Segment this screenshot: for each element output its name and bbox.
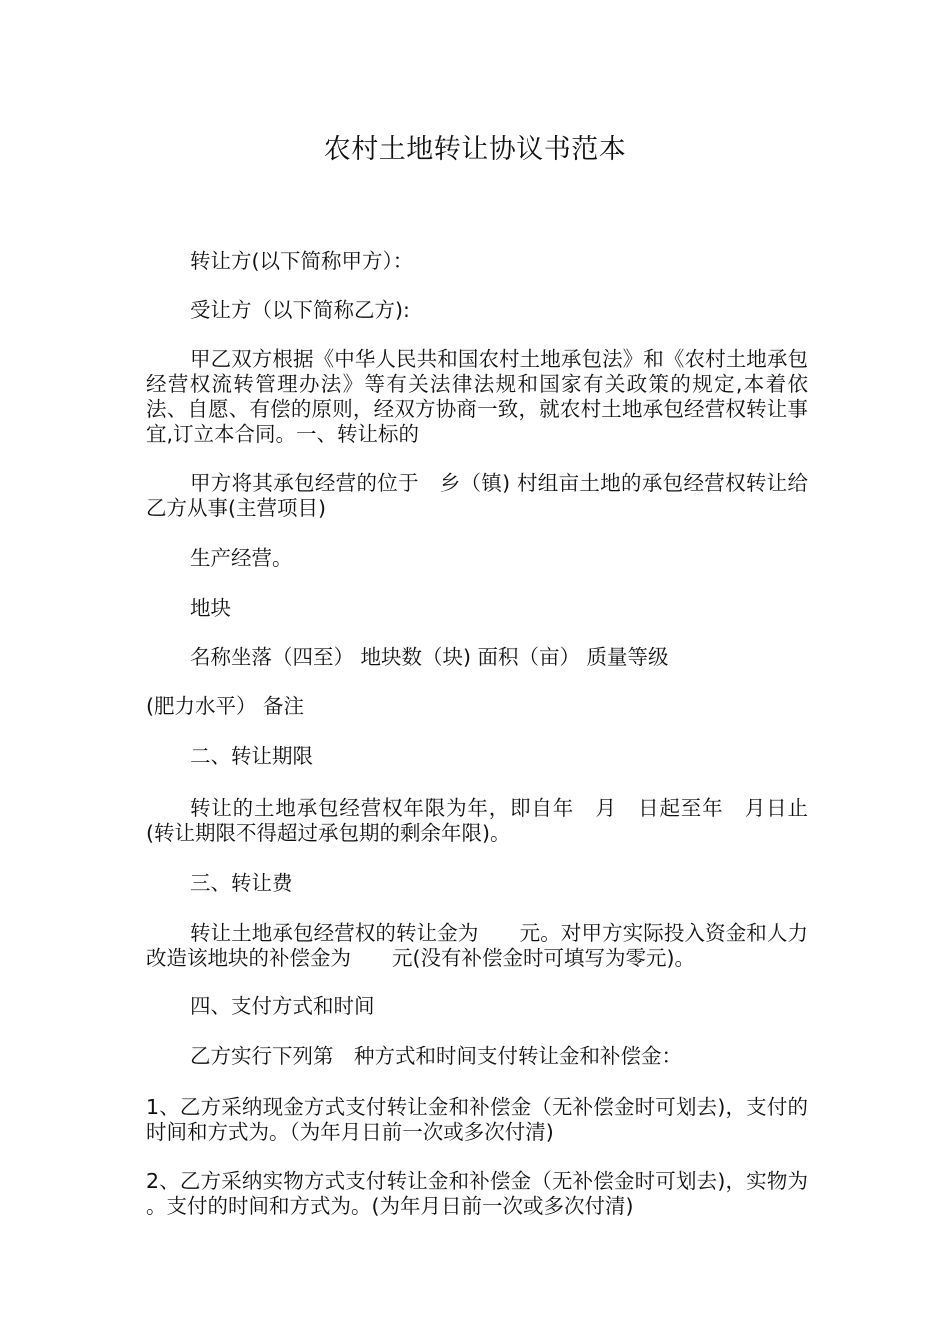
paragraph-payment-intro: 乙方实行下列第 种方式和时间支付转让金和补偿金： — [190, 1044, 682, 1068]
paragraph-term: 转让的土地承包经营权年限为年，即自年 月 日起至年 月日止 (转让期限不得超过承包期的剩余年限)。 — [146, 796, 808, 845]
paragraph-land-location: 甲方将其承包经营的位于 乡（镇) 村组亩土地的承包经营权转让给乙方从事(主营项目) — [146, 471, 808, 520]
document-title: 农村土地转让协议书范本 — [323, 134, 627, 165]
paragraph-plot-columns: 名称坐落（四至） 地块数（块) 面积（亩） 质量等级 — [190, 645, 669, 669]
paragraph-transferor: 转让方(以下简称甲方）： — [190, 249, 414, 273]
paragraph-payment-cash: 1、乙方采纳现金方式支付转让金和补偿金（无补偿金时可划去)，支付的时间和方式为。（为年月日前一次或多次付清) — [146, 1095, 808, 1144]
paragraph-production: 生产经营。 — [190, 546, 293, 570]
section-heading-fee: 三、转让费 — [190, 871, 293, 895]
section-heading-payment: 四、支付方式和时间 — [190, 994, 375, 1018]
paragraph-plot-columns-cont: (肥力水平） 备注 — [146, 694, 305, 718]
paragraph-transferee: 受让方（以下简称乙方): — [190, 298, 410, 322]
paragraph-preamble: 甲乙双方根据《中华人民共和国农村土地承包法》和《农村土地承包经营权流转管理办法》等有关法律法规和国家有关政策的规定,本着依法、自愿、有偿的原则，经双方协商一致，就农村土地承包经营权转让事宜,订立本合同。一、转让标的 — [146, 347, 808, 446]
paragraph-payment-in-kind: 2、乙方采纳实物方式支付转让金和补偿金（无补偿金时可划去)，实物为 。支付的时间和方式为。(为年月日前一次或多次付清) — [146, 1169, 849, 1218]
section-heading-term: 二、转让期限 — [190, 744, 313, 768]
paragraph-fee: 转让土地承包经营权的转让金为 元。对甲方实际投入资金和人力改造该地块的补偿金为 元(没有补偿金时可填写为零元)。 — [146, 921, 808, 970]
paragraph-plot: 地块 — [190, 596, 231, 620]
